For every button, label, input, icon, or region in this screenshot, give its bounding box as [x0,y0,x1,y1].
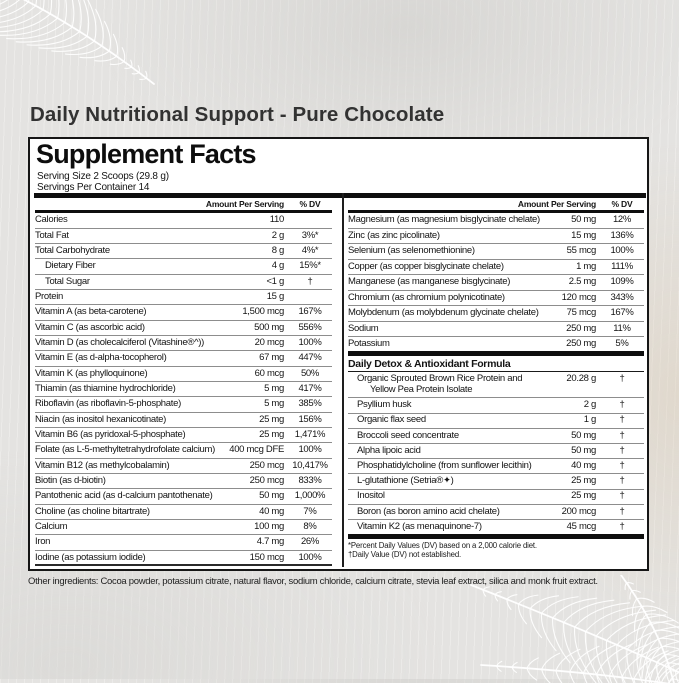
nutrient-amount: 50 mg [259,490,284,502]
table-row [348,397,644,412]
supplement-facts-heading: Supplement Facts [36,139,256,169]
nutrient-dv: 343% [610,291,634,303]
nutrient-amount: 5 mg [264,383,284,395]
nutrient-dv: 136% [610,229,634,241]
nutrient-amount: 1,500 mcg [242,306,284,318]
nutrient-name: Calories [35,213,68,225]
nutrient-name: Pantothenic acid (as d-calcium pantothenate) [35,490,213,502]
table-row [35,335,332,350]
nutrient-amount: 15 mg [571,229,596,241]
servings-per-container-text: Servings Per Container 14 [37,181,150,193]
nutrient-name: Vitamin C (as ascorbic acid) [35,321,145,333]
detox-section-title: Daily Detox & Antioxidant Formula [348,357,511,370]
table-row [35,320,332,335]
table-row [35,473,332,488]
nutrient-name: L-glutathione (Setria®✦) [357,475,454,487]
nutrient-table-left [35,198,332,566]
table-row [348,213,644,228]
nutrient-name: Riboflavin (as riboflavin-5-phosphate) [35,398,181,410]
nutrient-dv: † [619,399,625,411]
percent-dv-header: % DV [611,198,633,209]
detox-rows [348,372,644,534]
nutrient-amount: 55 mcg [566,245,596,257]
nutrient-name: Total Sugar [45,275,90,287]
nutrient-dv: 100% [298,337,322,349]
other-ingredients-text: Other ingredients: Cocoa powder, potassium citrate, natural flavor, sodium chloride, calcium citrate, stevia leaf extract, silica and monk fruit extract. [28,576,598,587]
nutrient-dv: 10,417% [292,459,328,471]
nutrient-amount: 250 mcg [249,459,284,471]
nutrient-name: Manganese (as manganese bisglycinate) [348,276,511,288]
nutrient-dv: † [619,475,625,487]
nutrient-dv: 109% [610,276,634,288]
nutrient-dv: 100% [298,444,322,456]
table-row [348,274,644,289]
table-row [348,336,644,351]
table-row [35,243,332,258]
nutrient-name: Vitamin E (as d-alpha-tocopherol) [35,352,167,364]
nutrient-dv: 7% [303,505,317,517]
page-title: Daily Nutritional Support - Pure Chocolate [30,103,445,126]
nutrient-name: Iron [35,536,51,548]
table-row [348,321,644,336]
table-row [35,504,332,519]
nutrient-dv: 100% [610,245,634,257]
nutrient-amount: 40 mg [571,460,596,472]
right-rows [348,213,644,352]
table-row [35,258,332,273]
nutrient-amount: 50 mg [571,429,596,441]
nutrient-dv: 447% [298,352,322,364]
nutrient-dv: † [619,373,625,385]
nutrient-dv: † [619,490,625,502]
table-header [348,198,644,209]
nutrient-dv: 26% [300,536,320,548]
table-row [35,427,332,442]
table-row [348,458,644,473]
nutrient-name: Vitamin K2 (as menaquinone-7) [357,520,482,532]
nutrient-name: Iodine (as potassium iodide) [35,551,146,563]
nutrient-amount: 250 mg [566,322,596,334]
percent-dv-header: % DV [299,198,321,209]
nutrient-name: Organic flax seed [357,414,426,426]
nutrient-amount: 100 mg [254,520,284,532]
nutrient-name-line2: Yellow Pea Protein Isolate [370,383,473,395]
nutrient-name: Protein [35,291,64,303]
nutrient-name: Total Fat [35,229,69,241]
table-row [35,366,332,381]
table-row [348,290,644,305]
nutrient-name: Vitamin B12 (as methylcobalamin) [35,459,170,471]
nutrient-amount: 110 [269,213,284,225]
nutrient-dv: 8% [303,520,317,532]
table-row [348,228,644,243]
nutrient-amount: 25 mg [571,490,596,502]
table-row [35,304,332,319]
table-row [35,213,332,228]
nutrient-amount: 500 mg [254,321,284,333]
nutrient-dv: † [619,460,625,472]
table-row [35,350,332,365]
nutrient-dv: 167% [298,306,322,318]
nutrient-amount: 50 mg [571,444,596,456]
nutrient-name: Calcium [35,520,68,532]
table-row [35,289,332,304]
table-divider [342,193,344,567]
nutrient-name: Potassium [348,337,390,349]
nutrient-name: Sodium [348,322,379,334]
amount-per-serving-header: Amount Per Serving [517,198,596,209]
nutrient-name: Molybdenum (as molybdenum glycinate chelate) [348,307,539,319]
nutrient-name: Vitamin K (as phylloquinone) [35,367,148,379]
nutrient-amount: 25 mg [259,429,284,440]
nutrient-name: Zinc (as zinc picolinate) [348,229,440,241]
table-row [35,488,332,503]
nutrient-name: Vitamin B6 (as pyridoxal-5-phosphate) [35,429,186,440]
table-row [35,442,332,457]
nutrient-dv: 11% [613,322,631,334]
footnote-dv: *Percent Daily Values (DV) based on a 2,000 calorie diet. [348,541,537,551]
table-row [35,228,332,243]
nutrient-dv: 111% [611,260,633,272]
footnotes [348,542,644,559]
table-row [35,274,332,289]
nutrient-amount: 120 mcg [561,291,596,303]
nutrient-dv: 156% [298,413,322,425]
nutrient-dv: 5% [615,337,629,349]
nutrient-amount: 200 mcg [561,505,596,517]
table-header [35,198,332,209]
nutrient-name: Choline (as choline bitartrate) [35,505,150,517]
nutrient-name: Boron (as boron amino acid chelate) [357,505,500,517]
nutrient-dv: † [619,429,625,441]
nutrient-amount: 2.5 mg [568,276,596,288]
table-row [35,381,332,396]
nutrient-dv: † [619,414,625,426]
nutrient-amount: 75 mcg [566,307,596,319]
table-end-line [35,564,332,566]
nutrient-name: Total Carbohydrate [35,245,110,257]
nutrient-dv: 100% [298,551,322,563]
nutrient-amount: 250 mcg [249,474,284,486]
nutrient-amount: 8 g [271,245,284,257]
table-row [348,473,644,488]
nutrient-name: Selenium (as selenomethionine) [348,245,475,257]
nutrient-dv: 556% [298,321,322,333]
nutrient-dv: 385% [298,398,322,410]
nutrient-amount: <1 g [266,275,284,287]
table-row [348,259,644,274]
table-row [348,372,644,397]
nutrient-dv: 12% [612,213,632,225]
nutrient-dv: 3%* [301,229,319,241]
nutrient-name: Organic Sprouted Brown Rice Protein and Yellow Pea Protein Isolate [348,374,526,395]
table-row [35,458,332,473]
nutrient-dv: 833% [298,474,322,486]
nutrient-amount: 5 mg [264,398,284,410]
table-row [35,519,332,534]
palm-leaf-icon [423,575,679,683]
nutrient-amount: 20 mcg [254,337,284,349]
table-row [348,305,644,320]
nutrient-name: Inositol [357,490,385,502]
nutrient-dv: 15%* [299,260,321,272]
nutrient-dv: 1,000% [294,490,326,502]
nutrient-dv: † [619,444,625,456]
nutrient-name: Broccoli seed concentrate [357,429,459,441]
table-row [348,443,644,458]
nutrient-dv: † [619,505,625,517]
nutrient-amount: 2 g [271,229,284,241]
nutrient-amount: 45 mcg [566,520,596,532]
left-rows [35,213,332,566]
nutrient-name: Biotin (as d-biotin) [35,474,106,486]
nutrient-amount: 250 mg [566,337,596,349]
nutrient-amount: 2 g [583,399,596,411]
nutrient-name: Phosphatidylcholine (from sunflower lecithin) [357,460,532,472]
footnote-not-established: †Daily Value (DV) not established. [348,549,462,559]
nutrient-dv: † [619,520,625,532]
table-row [348,519,644,534]
table-row [348,504,644,519]
supplement-facts-panel [28,137,649,571]
nutrient-name: Folate (as L-5-methyltetrahydrofolate calcium) [35,444,215,456]
nutrient-name: Copper (as copper bisglycinate chelate) [348,260,504,272]
nutrient-amount: 1 g [583,414,596,426]
table-row [35,396,332,411]
table-row [35,550,332,565]
nutrient-amount: 25 mg [259,413,284,425]
nutrient-name: Vitamin D (as cholecalciferol (Vitashine®^)) [35,337,204,349]
table-row [348,413,644,428]
table-bottom-bar [348,534,644,539]
amount-per-serving-header: Amount Per Serving [205,198,284,209]
nutrient-amount: 1 mg [576,260,596,272]
table-row [35,534,332,549]
nutrient-amount: 67 mg [259,352,284,364]
header-bar [34,193,646,198]
nutrient-amount: 20.28 g [566,373,596,385]
nutrient-dv: 50% [300,367,320,379]
nutrient-name: Alpha lipoic acid [357,444,421,456]
table-row [348,489,644,504]
nutrient-amount: 4.7 mg [256,536,284,548]
nutrient-amount: 25 mg [571,475,596,487]
nutrient-name: Vitamin A (as beta-carotene) [35,306,147,318]
nutrient-amount: 50 mg [571,213,596,225]
nutrient-name: Chromium (as chromium polynicotinate) [348,291,505,303]
nutrient-amount: 60 mcg [254,367,284,379]
nutrient-name: Thiamin (as thiamine hydrochloride) [35,383,176,395]
table-row [35,412,332,427]
nutrient-name: Psyllium husk [357,399,412,411]
nutrient-dv: 167% [610,307,634,319]
nutrient-name: Dietary Fiber [45,260,96,272]
nutrient-amount: 150 mcg [249,551,284,563]
nutrient-dv: 1,471% [294,429,326,440]
nutrient-name: Niacin (as inositol hexanicotinate) [35,413,167,425]
nutrient-dv: 4%* [301,245,319,257]
nutrient-amount: 15 g [266,291,284,303]
table-row [348,428,644,443]
nutrient-dv: 417% [298,383,322,395]
nutrient-dv: † [307,275,313,287]
nutrient-amount: 40 mg [259,505,284,517]
nutrient-amount: 400 mcg DFE [229,444,284,456]
serving-size-text: Serving Size 2 Scoops (29.8 g) [37,170,169,182]
table-row [348,243,644,258]
nutrient-amount: 4 g [271,260,284,272]
nutrient-name: Magnesium (as magnesium bisglycinate chelate) [348,213,540,225]
nutrient-table-right [348,198,644,559]
